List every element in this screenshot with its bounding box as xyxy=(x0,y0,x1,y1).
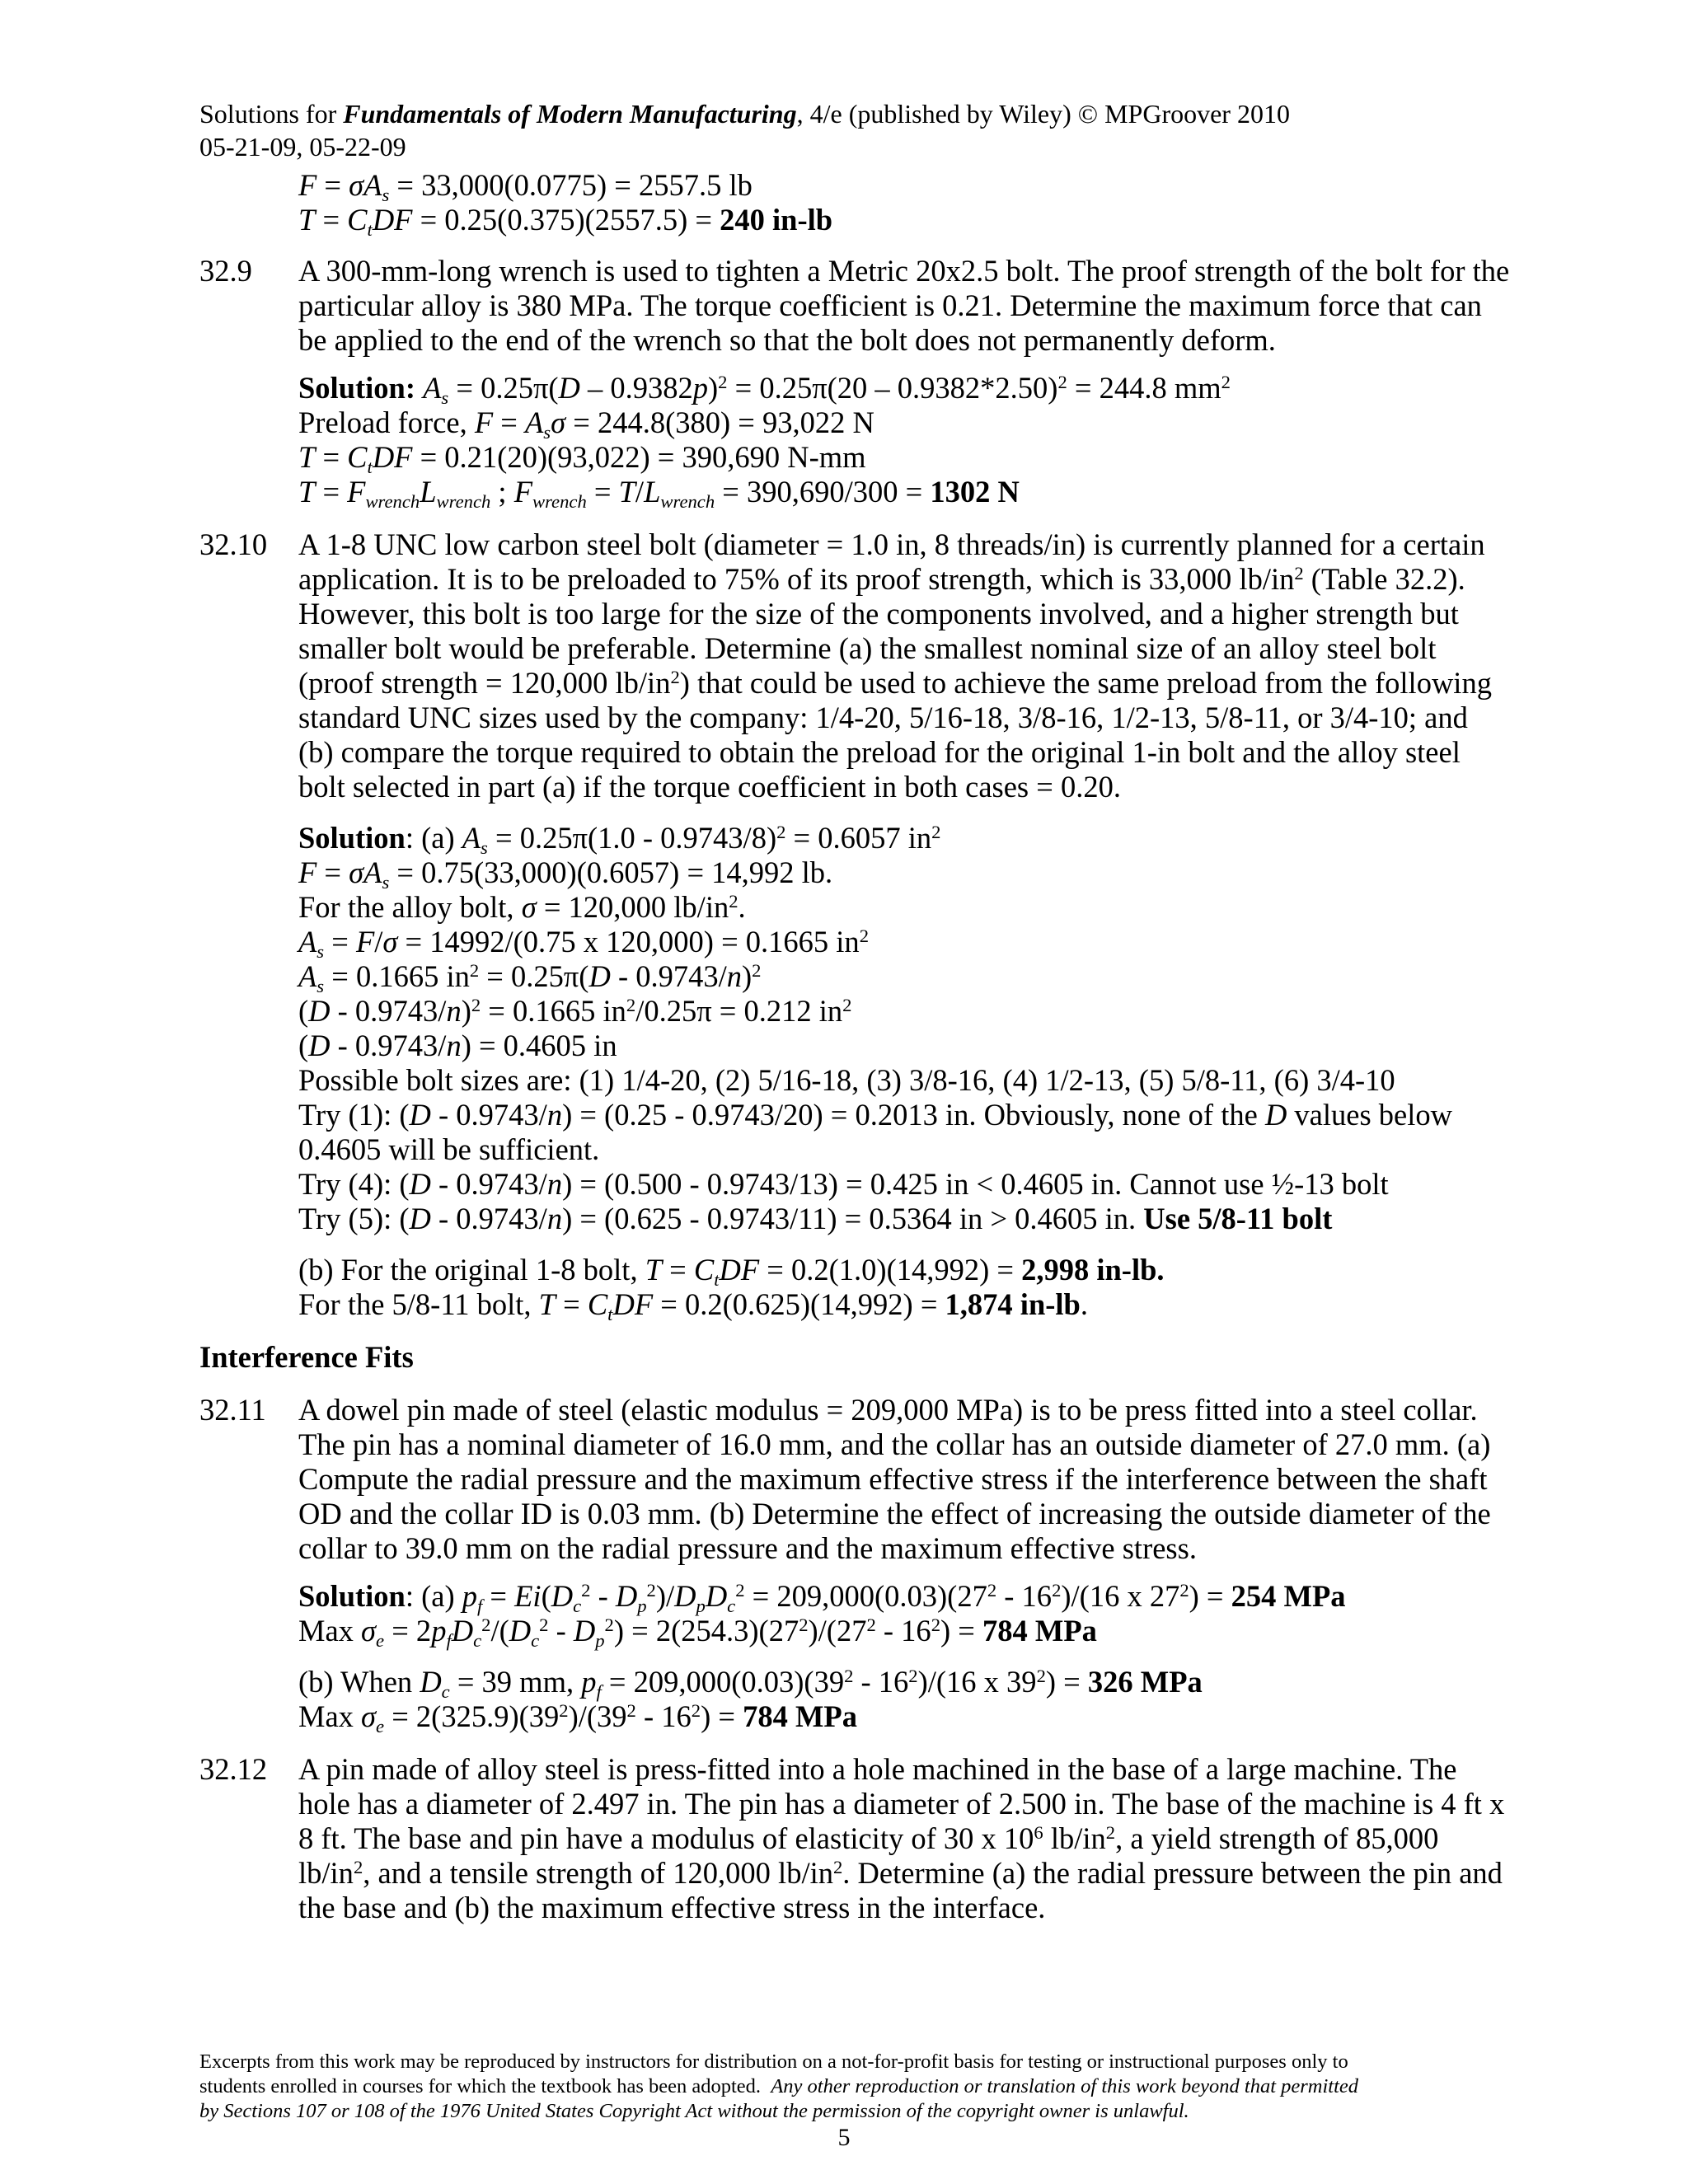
solution-line: Max $\sigma_e = 2(325.9)(39^2)/(39^2 - 16^2) = 784$ MPa xyxy=(298,1699,857,1736)
book-title: Fundamentals of Modern Manufacturing xyxy=(343,99,797,129)
problem-number: 32.10 xyxy=(199,527,268,561)
header-dates: 05-21-09, 05-22-09 xyxy=(199,132,406,162)
solution-line: $T = C_tDF = 0.21(20)(93,022) = 390,690$ N-mm xyxy=(298,440,866,477)
solution-line: Max $\sigma_e = 2p_fD_c^2/(D_c^2 - D_p^2) = 2(254.3)(27^2)/(27^2 - 16^2) = 784$ MPa xyxy=(298,1614,1097,1651)
running-header: Solutions for Fundamentals of Modern Manufacturing, 4/e (published by Wiley) © MPGroover 2010 xyxy=(199,99,1290,129)
footer-line: students enrolled in courses for which the textbook has been adopted. Any other reproduction or translation of this work beyond that permitted xyxy=(199,2075,1359,2097)
problem-statement: A pin made of alloy steel is press-fitted into a hole machined in the base of a large machine. The hole has a diameter of 2.497 in. The pin has a diameter of 2.500 in. The base of the machine is 4 ft x 8 ft. The base and pin have a modulus of elasticity of 30 x $10^6$ $lb/in^2$, a yield strength of 85,000 $lb/in^2$, and a tensile strength of 120,000 $lb/in^2$. Determine (a) the radial pressure between the pin and the base and (b) the maximum effective stress in the interface. xyxy=(298,1752,1505,1924)
carryover-equation-1: $F = \sigma A_s = 33,000(0.0775) = 2557.5$ lb xyxy=(298,168,753,205)
carryover-equation-2: $T = C_tDF = 0.25(0.375)(2557.5) = 240$ in-lb xyxy=(298,203,833,240)
page-number: 5 xyxy=(837,2124,851,2151)
problem-number: 32.12 xyxy=(199,1752,268,1786)
problem-number: 32.9 xyxy=(199,254,252,288)
solution-line: (b) For the original 1-8 bolt, $T = C_tDF = 0.2(1.0)(14,992) = 2,998$ in-lb. xyxy=(298,1253,1165,1290)
solution-line: $A_s = 0.1665$ $in^2 = 0.25\pi(D - 0.9743/n)^2$ xyxy=(298,959,762,996)
solution-line: Try (1): (D - 0.9743/n) = (0.25 - 0.9743/20) = 0.2013 in. Obviously, none of the D values below xyxy=(298,1098,1452,1132)
solution-line: Try (5): (D - 0.9743/n) = (0.625 - 0.9743/11) = 0.5364 in > 0.4605 in. Use 5/8-11 bolt xyxy=(298,1202,1333,1235)
problem-statement: A dowel pin made of steel (elastic modulus = 209,000 MPa) is to be press fitted into a steel collar. The pin has a nominal diameter of 16.0 mm, and the collar has an outside diameter of 27.0 mm. (a) Compute the radial pressure and the maximum effective stress if the interference between the shaft OD and the collar ID is 0.03 mm. (b) Determine the effect of increasing the outside diameter of the collar to 39.0 mm on the radial pressure and the maximum effective stress. xyxy=(298,1393,1491,1565)
problem-number: 32.11 xyxy=(199,1393,266,1427)
solution-line: 0.4605 will be sufficient. xyxy=(298,1132,600,1166)
solution-line: Solution: $A_s = 0.25\pi(D - 0.9382p)^2 = 0.25\pi(20 - 0.9382*2.50)^2 = 244.8$ $mm^2$ xyxy=(298,371,1231,408)
solution-line: $A_s = F/\sigma = 14992/(0.75$ x 120,000) = 0.1665 $in^2$ xyxy=(298,925,869,962)
solution-line: $T = F_{wrench}L_{wrench}$ ; $F_{wrench} = T/L_{wrench} = 390,690/300 = 1302$ N xyxy=(298,475,1020,512)
solution-line: Solution: (a) $A_s = 0.25\pi(1.0 - 0.9743/8)^2 = 0.6057$ $in^2$ xyxy=(298,821,941,858)
solution-line: Possible bolt sizes are: (1) 1/4-20, (2) 5/16-18, (3) 3/8-16, (4) 1/2-13, (5) 5/8-11, (6) 3/4-10 xyxy=(298,1063,1395,1097)
solution-line: For the alloy bolt, σ = 120,000 $lb/in^2$. xyxy=(298,890,746,924)
solution-line: $F = \sigma A_s = 0.75(33,000)(0.6057) = 14,992$ lb. xyxy=(298,855,833,893)
footer-line: by Sections 107 or 108 of the 1976 United States Copyright Act without the permission of the copyright owner is unlawful. xyxy=(199,2100,1189,2122)
problem-statement: A 1-8 UNC low carbon steel bolt (diameter = 1.0 in, 8 threads/in) is currently planned for a certain application. It is to be preloaded to 75% of its proof strength, which is 33,000 $lb/in^2$ (Table 32.2). However, this bolt is too large for the size of the components involved, and a higher strength but smaller bolt would be preferable. Determine (a) the smallest nominal size of an alloy steel bolt (proof strength = 120,000 $lb/in^2$) that could be used to achieve the same preload from the following standard UNC sizes used by the company: 1/4-20, 5/16-18, 3/8-16, 1/2-13, 5/8-11, or 3/4-10; and (b) compare the torque required to obtain the preload for the original 1-in bolt and the alloy steel bolt selected in part (a) if the torque coefficient in both cases = 0.20. xyxy=(298,527,1492,804)
solution-line: For the 5/8-11 bolt, $T = C_tDF = 0.2(0.625)(14,992) = 1,874$ in-lb. xyxy=(298,1287,1088,1324)
problem-statement: A 300-mm-long wrench is used to tighten a Metric 20x2.5 bolt. The proof strength of the bolt for the particular alloy is 380 MPa. The torque coefficient is 0.21. Determine the maximum force that can be applied to the end of the wrench so that the bolt does not permanently deform. xyxy=(298,254,1510,357)
solution-line: (D - 0.9743/n) = 0.4605 in xyxy=(298,1029,617,1062)
solution-line: Try (4): (D - 0.9743/n) = (0.500 - 0.9743/13) = 0.425 in < 0.4605 in. Cannot use ½-13 bolt xyxy=(298,1167,1389,1201)
solution-line: Solution: (a) $p_f = Ei(D_c^2 - D_p^2)/D_pD_c^2 = 209,000(0.03)(27^2 - 16^2)/(16$ x $27^2) = 254$ MPa xyxy=(298,1579,1346,1616)
solution-line: Preload force, $F = A_s\sigma = 244.8(380) = 93,022$ N xyxy=(298,405,874,443)
solution-line: (b) When $D_c = 39$ mm, $p_f = 209,000(0.03)(39^2 - 16^2)/(16$ x $39^2) = 326$ MPa xyxy=(298,1665,1203,1702)
section-heading: Interference Fits xyxy=(199,1340,414,1374)
footer-line: Excerpts from this work may be reproduced by instructors for distribution on a not-for-profit basis for testing or instructional purposes only to xyxy=(199,2050,1348,2073)
solution-line: (D - 0.9743/n)$^2$ = 0.1665 $in^2/0.25\pi = 0.212$ $in^2$ xyxy=(298,994,852,1028)
